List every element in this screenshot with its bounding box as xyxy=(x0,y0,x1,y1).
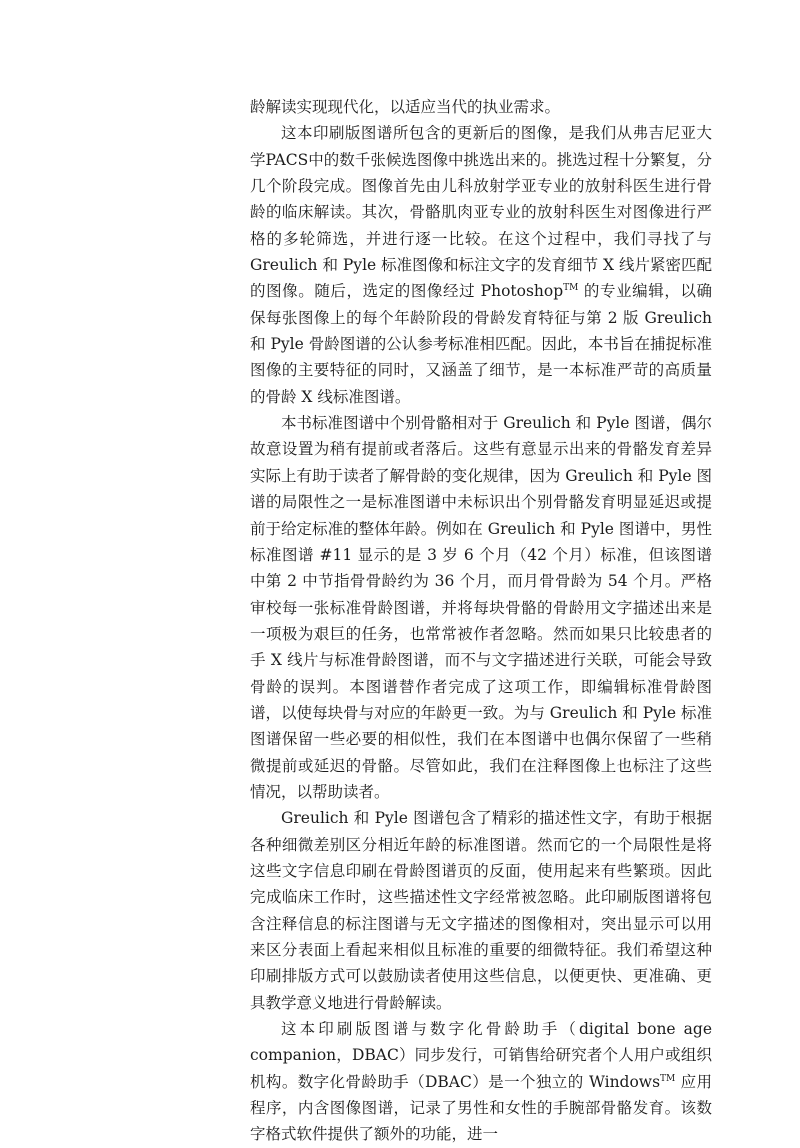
trademark-mark: TM xyxy=(660,1073,676,1084)
paragraph-5: 这本印刷版图谱与数字化骨龄助手（digital bone age companion，DBAC）同步发行，可销售给研究者个人用户或组织机构。数字化骨龄助手（DBAC）是一个独立的 Windows™ 应用程序，内含图像图谱，记录了男性和女性的手腕部骨骼发育。该数字格式软件提供了额外的功能，进一 xyxy=(250,1020,712,1144)
paragraph-4: Greulich 和 Pyle 图谱包含了精彩的描述性文字，有助于根据各种细微差别区分相近年龄的标准图谱。然而它的一个局限性是将这些文字信息印刷在骨龄图谱页的反面，使用起来有些繁琐。因此完成临床工作时，这些描述性文字经常被忽略。此印刷版图谱将包含注释信息的标注图谱与无文字描述的图像相对，突出显示可以用来区分表面上看起来相似且标准的重要的细微特征。我们希望这种印刷排版方式可以鼓励读者使用这些信息，以便更快、更准确、更具教学意义地进行骨龄解读。 xyxy=(250,809,712,1012)
paragraph-2: 这本印刷版图谱所包含的更新后的图像，是我们从弗吉尼亚大学PACS中的数千张候选图像中挑选出来的。挑选过程十分繁复，分几个阶段完成。图像首先由儿科放射学亚专业的放射科医生进行骨龄的临床解读。其次，骨骼肌肉亚专业的放射科医生对图像进行严格的多轮筛选，并进行逐一比较。在这个过程中，我们寻找了与 Greulich 和 Pyle 标准图像和标注文字的发育细节 X 线片紧密匹配的图像。随后，选定的图像经过 Photoshop™ 的专业编辑，以确保每张图像上的每个年龄阶段的骨龄发育特征与第 2 版 Greulich 和 Pyle 骨龄图谱的公认参考标准相匹配。因此，本书旨在捕捉标准图像的主要特征的同时，又涵盖了细节，是一本标准严苛的高质量的骨龄 X 线标准图谱。 xyxy=(250,124,713,406)
paragraph-1: 龄解读实现现代化，以适应当代的执业需求。 xyxy=(250,98,561,116)
paragraph-3: 本书标准图谱中个别骨骼相对于 Greulich 和 Pyle 图谱，偶尔故意设置为稍有提前或者落后。这些有意显示出来的骨骼发育差异实际上有助于读者了解骨龄的变化规律，因为 Greulich 和 Pyle 图谱的局限性之一是标准图谱中未标识出个别骨骼发育明显延迟或提前于给定标准的整体年龄。例如在 Greulich 和 Pyle 图谱中，男性标准图谱 #11 显示的是 3 岁 6 个月（42 个月）标准，但该图谱中第 2 中节指骨骨龄约为 36 个月，而月骨骨龄为 54 个月。严格审校每一张标准骨龄图谱，并将每块骨骼的骨龄用文字描述出来是一项极为艰巨的任务，也常常被作者忽略。然而如果只比较患者的手 X 线片与标准骨龄图谱，而不与文字描述进行关联，可能会导致骨龄的误判。本图谱替作者完成了这项工作，即编辑标准骨龄图谱，以使每块骨与对应的年龄更一致。为与 Greulich 和 Pyle 标准图谱保留一些必要的相似性，我们在本图谱中也偶尔保留了一些稍微提前或延迟的骨骼。尽管如此，我们在注释图像上也标注了这些情况，以帮助读者。 xyxy=(250,414,712,801)
trademark-mark: TM xyxy=(563,283,579,294)
document-page xyxy=(250,94,712,1148)
